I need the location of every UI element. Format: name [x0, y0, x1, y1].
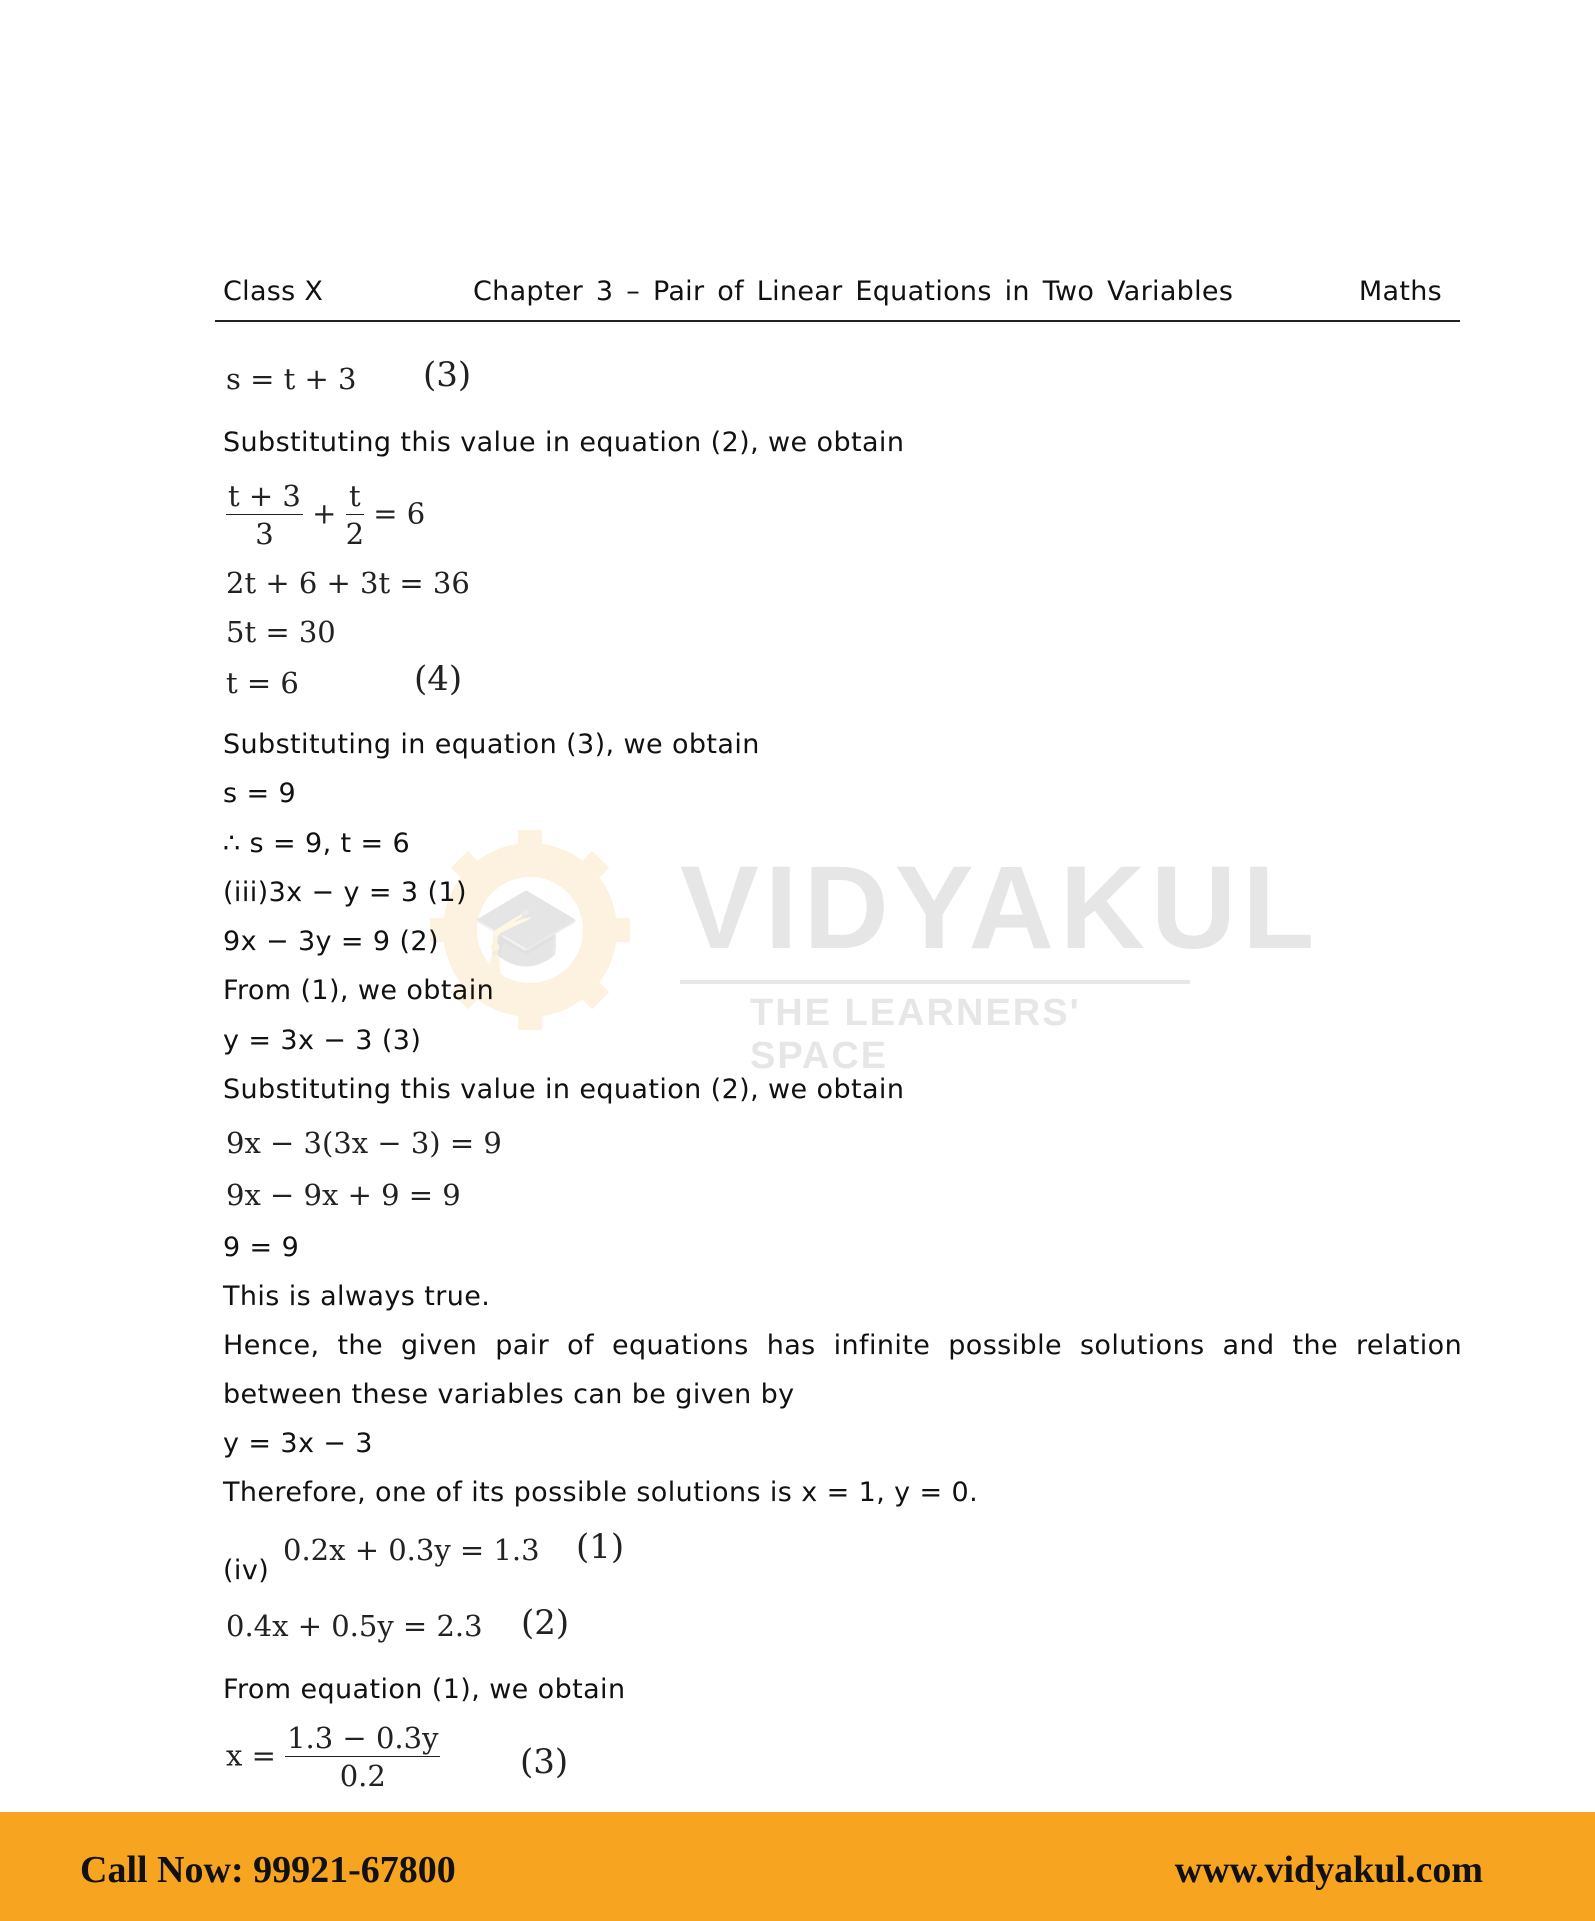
text-hence-line-1: Hence, the given pair of equations has infinite possible solutions and the relation	[223, 1330, 1463, 1361]
equation-s-t: s = t + 3	[226, 362, 357, 396]
text-iii-eq1: (iii)3x − y = 3 (1)	[223, 877, 467, 908]
equation-x-fraction: x = $\frac{1.3 - 0.3y}{0.2}$	[226, 1721, 439, 1793]
footer-banner	[0, 1812, 1595, 1921]
text-y-eq3: y = 3x − 3 (3)	[223, 1025, 422, 1056]
equation-iv-1: 0.2x + 0.3y = 1.3	[283, 1533, 540, 1567]
text-therefore: ∴ s = 9, t = 6	[223, 828, 411, 859]
class-label: Class X	[223, 276, 324, 307]
text-substituting-eq3: Substituting in equation (3), we obtain	[223, 729, 760, 760]
graduation-cap-icon: 🎓	[470, 880, 583, 985]
watermark-tagline: THE LEARNERS' SPACE	[750, 992, 1081, 1077]
equation-step-1: 2t + 6 + 3t = 36	[226, 566, 470, 600]
x-fraction: $\frac{1.3 - 0.3y}{0.2}$	[287, 1721, 439, 1793]
fraction-2: $\frac{t}{2}$	[345, 479, 365, 551]
text-y-relation: y = 3x − 3	[223, 1428, 373, 1459]
subject-label: Maths	[1358, 276, 1442, 307]
text-substituting-eq2-b: Substituting this value in equation (2), we obtain	[223, 1074, 905, 1105]
text-substituting-eq2: Substituting this value in equation (2), we obtain	[223, 427, 905, 458]
watermark	[430, 820, 1321, 1077]
equation-label-3: (3)	[423, 355, 472, 395]
equation-x-label: (3)	[520, 1742, 569, 1782]
chapter-title: Chapter 3 – Pair of Linear Equations in Two Variables	[473, 276, 1234, 307]
watermark-title: VIDYAKUL	[680, 842, 1321, 974]
text-from-1: From (1), we obtain	[223, 975, 495, 1006]
equation-sub-2: 9x − 9x + 9 = 9	[226, 1178, 461, 1212]
equation-iv-2: 0.4x + 0.5y = 2.3	[226, 1609, 483, 1643]
call-now-text: Call Now: 99921-67800	[80, 1849, 456, 1891]
equation-sub-1: 9x − 3(3x − 3) = 9	[226, 1126, 502, 1160]
text-nine-equals-nine: 9 = 9	[223, 1232, 300, 1263]
equation-iv-label-2: (2)	[521, 1603, 570, 1643]
watermark-divider	[680, 980, 1190, 984]
text-always-true: This is always true.	[223, 1281, 491, 1312]
equation-step-2: 5t = 30	[226, 615, 336, 649]
text-one-solution: Therefore, one of its possible solutions is x = 1, y = 0.	[223, 1477, 979, 1508]
equation-iv-label-1: (1)	[576, 1527, 625, 1567]
text-iv-label: (iv)	[223, 1555, 270, 1586]
text-hence-line-2: between these variables can be given by	[223, 1379, 795, 1410]
fraction-equation: $\frac{t + 3}{3}$ + $\frac{t}{2}$ = 6	[228, 479, 426, 551]
equation-label-4: (4)	[414, 659, 463, 699]
equation-step-3: t = 6	[226, 666, 299, 700]
page-header	[215, 276, 1460, 322]
text-s-value: s = 9	[223, 778, 297, 809]
text-iii-eq2: 9x − 3y = 9 (2)	[223, 926, 439, 957]
text-from-equation-1: From equation (1), we obtain	[223, 1674, 626, 1705]
fraction-1: $\frac{t + 3}{3}$	[228, 479, 301, 551]
website-link[interactable]: www.vidyakul.com	[1174, 1849, 1483, 1891]
